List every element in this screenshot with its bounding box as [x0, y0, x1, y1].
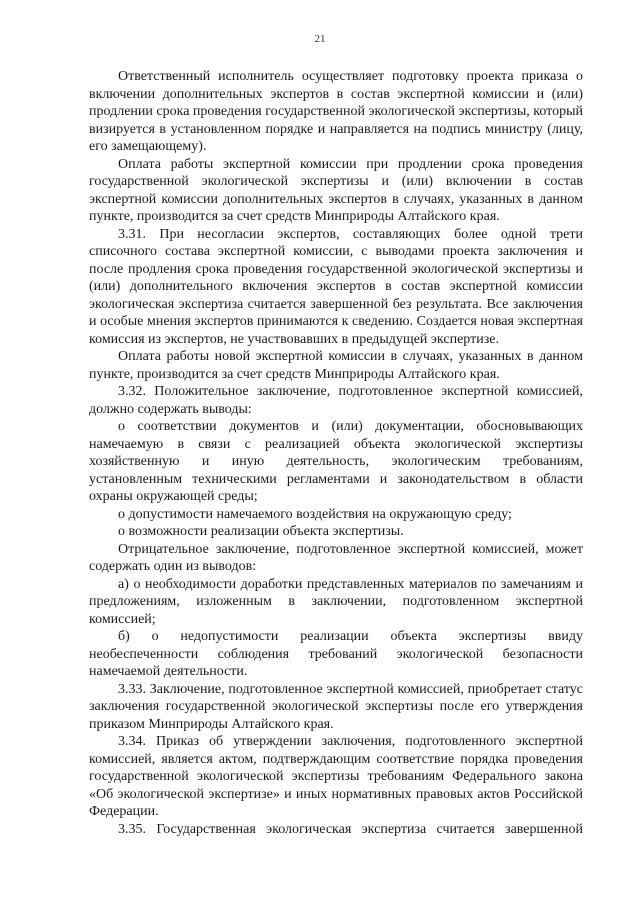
paragraph-3-31: 3.31. При несогласии экспертов, составляющих более одной трети списочного состава экспертной комиссии, с выводами проекта заключения и после продления срока проведения государственной экологической экспертизы и (или) дополнительного включения экспертов в состав экспертной комиссии экологическая экспертиза считается завершенной без результата. Все заключения и особые мнения экспертов принимаются к сведению. Создается новая экспертная комиссия из экспертов, не участвовавших в предыдущей экспертизе.: [89, 226, 583, 347]
paragraph-negative-conclusion: Отрицательное заключение, подготовленное экспертной комиссией, может содержать один из выводов:: [89, 541, 583, 574]
paragraph-3-33: 3.33. Заключение, подготовленное экспертной комиссией, приобретает статус заключения государственной экологической экспертизы после его утверждения приказом Минприроды Алтайского края.: [89, 681, 583, 732]
paragraph-responsible-executor: Ответственный исполнитель осуществляет подготовку проекта приказа о включении дополнительных экспертов в состав экспертной комиссии и (или) продлении срока проведения государственной экологической экспертизы, который визируется в установленном порядке и направляется на подпись министру (лицу, его замещающему).: [89, 69, 584, 154]
paragraph-admissibility-conclusion: о допустимости намечаемого воздействия на окружающую среду;: [118, 506, 512, 522]
paragraph-new-commission-payment: Оплата работы новой экспертной комиссии в случаях, указанных в данном пункте, производится за счет средств Минприроды Алтайского края.: [89, 349, 583, 382]
paragraph-feasibility-conclusion: о возможности реализации объекта экспертизы.: [118, 524, 404, 539]
page-number: 21: [314, 33, 326, 45]
paragraph-commission-payment: Оплата работы экспертной комиссии при продлении срока проведения государственной экологической экспертизы и (или) включении в состав экспертной комиссии дополнительных экспертов в случаях, указанных в данном пункте, производится за счет средств Минприроды Алтайского края.: [89, 156, 583, 224]
paragraph-3-34: 3.34. Приказ об утверждении заключения, подготовленного экспертной комиссией, является актом, подтверждающим соответствие порядка проведения государственной экологической экспертизы требованиям Федерального закона «Об экологической экспертизе» и иных нормативных правовых актов Российской Федерации.: [89, 734, 583, 819]
paragraph-option-a: а) о необходимости доработки представленных материалов по замечаниям и предложениям, изложенным в заключении, подготовленном экспертной комиссией;: [89, 576, 583, 627]
paragraph-3-32: 3.32. Положительное заключение, подготовленное экспертной комиссией, должно содержать выводы:: [89, 384, 583, 417]
document-body: [89, 68, 583, 838]
paragraph-3-35: 3.35. Государственная экологическая экспертиза считается завершенной: [118, 821, 583, 837]
paragraph-option-b: б) о недопустимости реализации объекта экспертизы ввиду необеспеченности соблюдения требований экологической безопасности намечаемой деятельности.: [89, 629, 583, 679]
paragraph-conformity-conclusion: о соответствии документов и (или) документации, обосновывающих намечаемую в связи с реализацией объекта экологической экспертизы хозяйственную и иную деятельность, экологическим требованиям, установленным техническими регламентами и законодательством в области охраны окружающей среды;: [89, 419, 583, 504]
